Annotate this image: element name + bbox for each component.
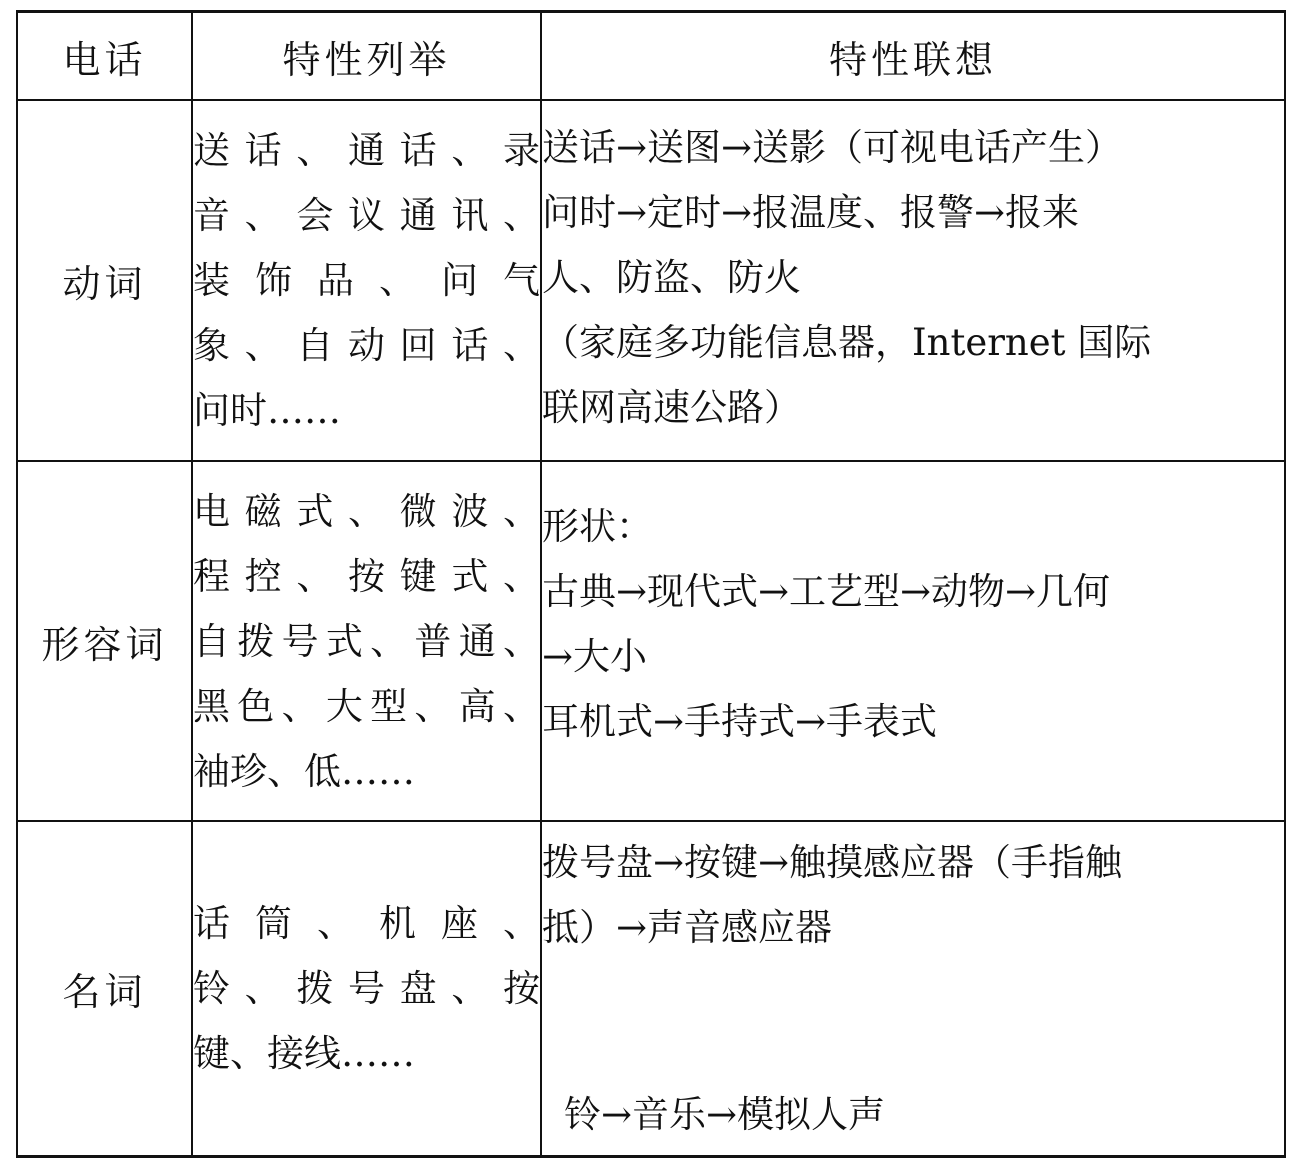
list-line: 黑色、大型、高、 (193, 684, 540, 728)
assoc-line: 抵）→声音感应器 (542, 906, 833, 949)
header-row (17, 12, 1285, 101)
attribute-list-adjective (192, 461, 541, 821)
list-line: 铃、拨号盘、按 (193, 967, 540, 1010)
assoc-line: 古典→现代式→工艺型→动物→几何 (542, 570, 1111, 613)
table-row-verb (17, 100, 1285, 461)
attribute-association-verb (541, 100, 1285, 461)
list-line: 送话、通话、录 (193, 129, 540, 172)
list-line: 问时…… (193, 389, 341, 432)
header-attribute-association: 特性联想 (541, 12, 1285, 101)
assoc-line: 送话→送图→送影（可视电话产生） (542, 126, 1123, 169)
category-noun: 名词 (17, 821, 192, 1157)
category-verb: 动词 (17, 100, 192, 461)
assoc-line: 人、防盗、防火 (542, 256, 801, 299)
assoc-line: 形状： (542, 505, 653, 548)
category-adjective: 形容词 (17, 461, 192, 821)
attribute-list-noun (192, 821, 541, 1157)
list-line: 话筒、机座、 (193, 902, 540, 945)
header-attribute-list: 特性列举 (192, 12, 541, 101)
list-line: 电磁式、微波、 (193, 489, 540, 533)
attribute-association-noun (541, 821, 1285, 1157)
list-line: 装饰品、问气 (193, 259, 540, 302)
list-line: 袖珍、低…… (193, 749, 415, 793)
attribute-listing-table (16, 10, 1286, 1158)
attribute-association-adjective (541, 461, 1285, 821)
list-line: 程控、按键式、 (193, 554, 540, 598)
assoc-line: →大小 (542, 635, 648, 678)
assoc-line: 联网高速公路） (542, 386, 801, 429)
table-row-noun (17, 821, 1285, 1157)
list-line: 象、自动回话、 (193, 324, 540, 367)
assoc-line: 问时→定时→报温度、报警→报来 (542, 191, 1080, 234)
header-phone: 电话 (17, 12, 192, 101)
list-line: 音、会议通讯、 (193, 194, 540, 237)
assoc-line: 铃→音乐→模拟人声 (564, 1093, 886, 1136)
assoc-line: 耳机式→手持式→手表式 (542, 700, 938, 743)
list-line: 键、接线…… (193, 1032, 415, 1075)
assoc-line: （家庭多功能信息器，Internet 国际 (542, 321, 1152, 364)
list-line: 自拨号式、普通、 (193, 619, 540, 663)
table-row-adjective (17, 461, 1285, 821)
assoc-line: 拨号盘→按键→触摸感应器（手指触 (542, 841, 1123, 884)
attribute-list-verb (192, 100, 541, 461)
